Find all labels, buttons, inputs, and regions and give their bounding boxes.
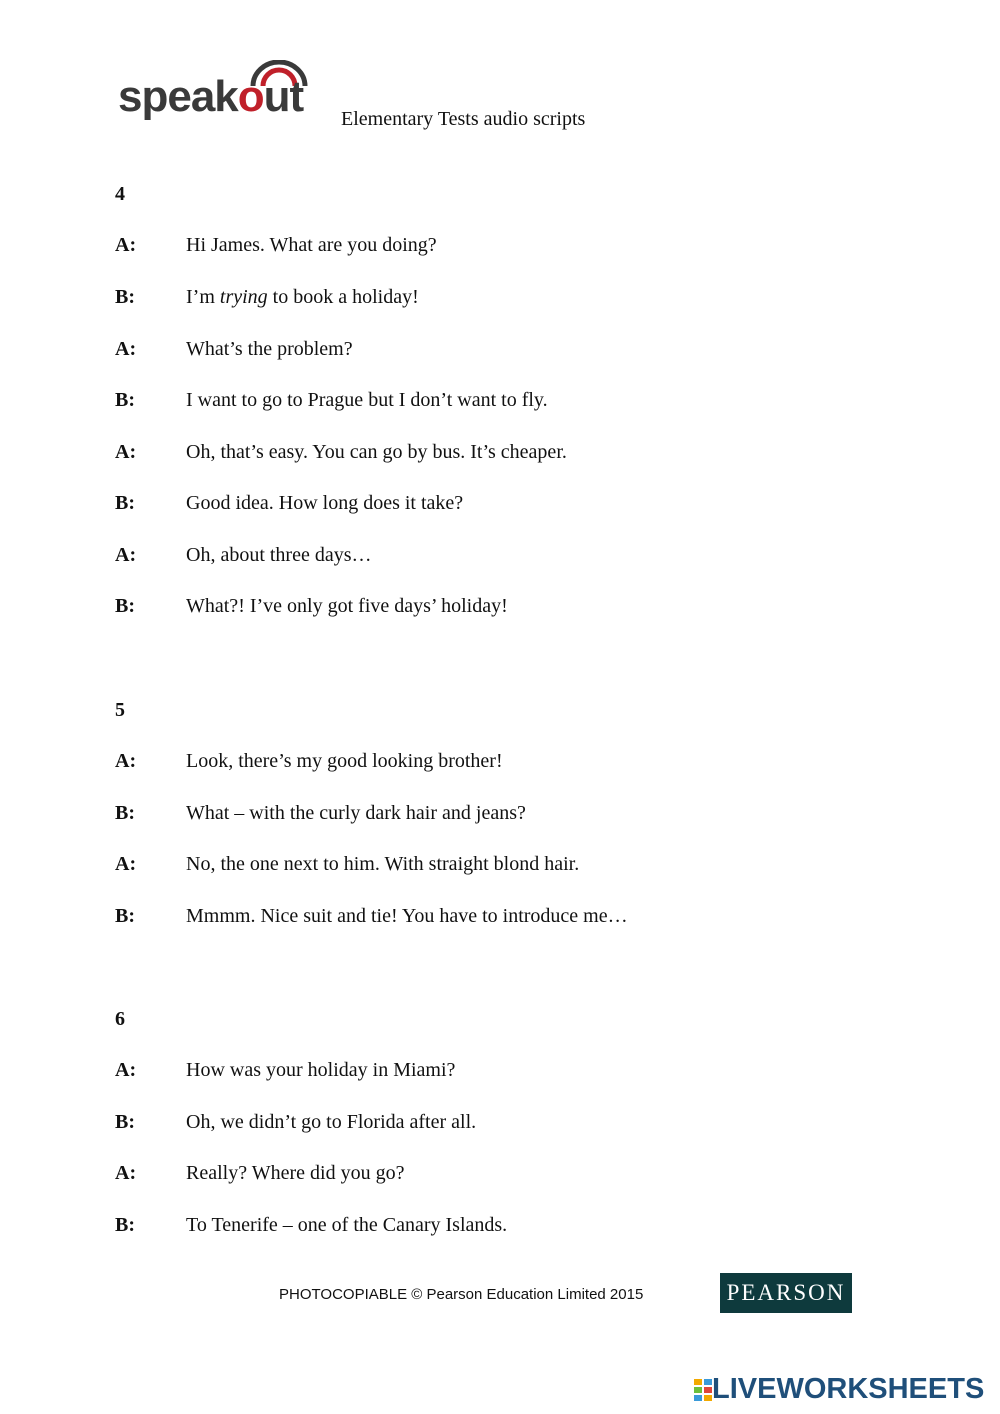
dialogue-text: No, the one next to him. With straight blond hair.	[186, 853, 580, 875]
page-subtitle: Elementary Tests audio scripts	[341, 108, 586, 130]
dialogue-text: What – with the curly dark hair and jeans?	[186, 802, 526, 824]
dialogue-text: Oh, about three days…	[186, 544, 372, 566]
copyright-notice: PHOTOCOPIABLE © Pearson Education Limited 2015	[279, 1286, 644, 1303]
section-number: 5	[115, 699, 125, 721]
dialogue-text: How was your holiday in Miami?	[186, 1059, 456, 1081]
watermark-text: LIVEWORKSHEETS	[712, 1373, 985, 1405]
speaker-label: B:	[115, 802, 135, 824]
dialogue-text: To Tenerife – one of the Canary Islands.	[186, 1214, 508, 1236]
speaker-label: A:	[115, 234, 137, 256]
speakout-logo	[115, 58, 335, 128]
dialogue-text: I want to go to Prague but I don’t want to fly.	[186, 389, 548, 411]
speaker-label: A:	[115, 750, 137, 772]
dialogue-text: What’s the problem?	[186, 338, 353, 360]
dialogue-text: Hi James. What are you doing?	[186, 234, 437, 256]
dialogue-text: Really? Where did you go?	[186, 1162, 405, 1184]
dialogue-text: Oh, we didn’t go to Florida after all.	[186, 1111, 477, 1133]
pearson-logo: PEARSON	[720, 1273, 852, 1313]
dialogue-text: Oh, that’s easy. You can go by bus. It’s cheaper.	[186, 441, 567, 463]
speaker-label: B:	[115, 492, 135, 514]
speaker-label: A:	[115, 1059, 137, 1081]
page-header	[115, 58, 715, 138]
dialogue-text: Look, there’s my good looking brother!	[186, 750, 503, 772]
section-number: 6	[115, 1008, 125, 1030]
speaker-label: B:	[115, 905, 135, 927]
section-number: 4	[115, 183, 125, 205]
speaker-label: B:	[115, 1214, 135, 1236]
speaker-label: B:	[115, 1111, 135, 1133]
speaker-label: B:	[115, 389, 135, 411]
speaker-label: A:	[115, 544, 137, 566]
logo-wordmark: speakout	[118, 72, 304, 121]
dialogue-text: Good idea. How long does it take?	[186, 492, 464, 514]
liveworksheets-watermark	[690, 1373, 990, 1407]
speaker-label: B:	[115, 595, 135, 617]
speaker-label: A:	[115, 441, 137, 463]
dialogue-text: I’m trying to book a holiday!	[186, 286, 419, 308]
speaker-label: A:	[115, 1162, 137, 1184]
liveworksheets-icon	[694, 1379, 712, 1401]
speaker-label: A:	[115, 338, 137, 360]
speaker-label: A:	[115, 853, 137, 875]
dialogue-text: Mmmm. Nice suit and tie! You have to introduce me…	[186, 905, 628, 927]
dialogue-text: What?! I’ve only got five days’ holiday!	[186, 595, 508, 617]
emphasis-text: trying	[219, 286, 268, 308]
speaker-label: B:	[115, 286, 135, 308]
